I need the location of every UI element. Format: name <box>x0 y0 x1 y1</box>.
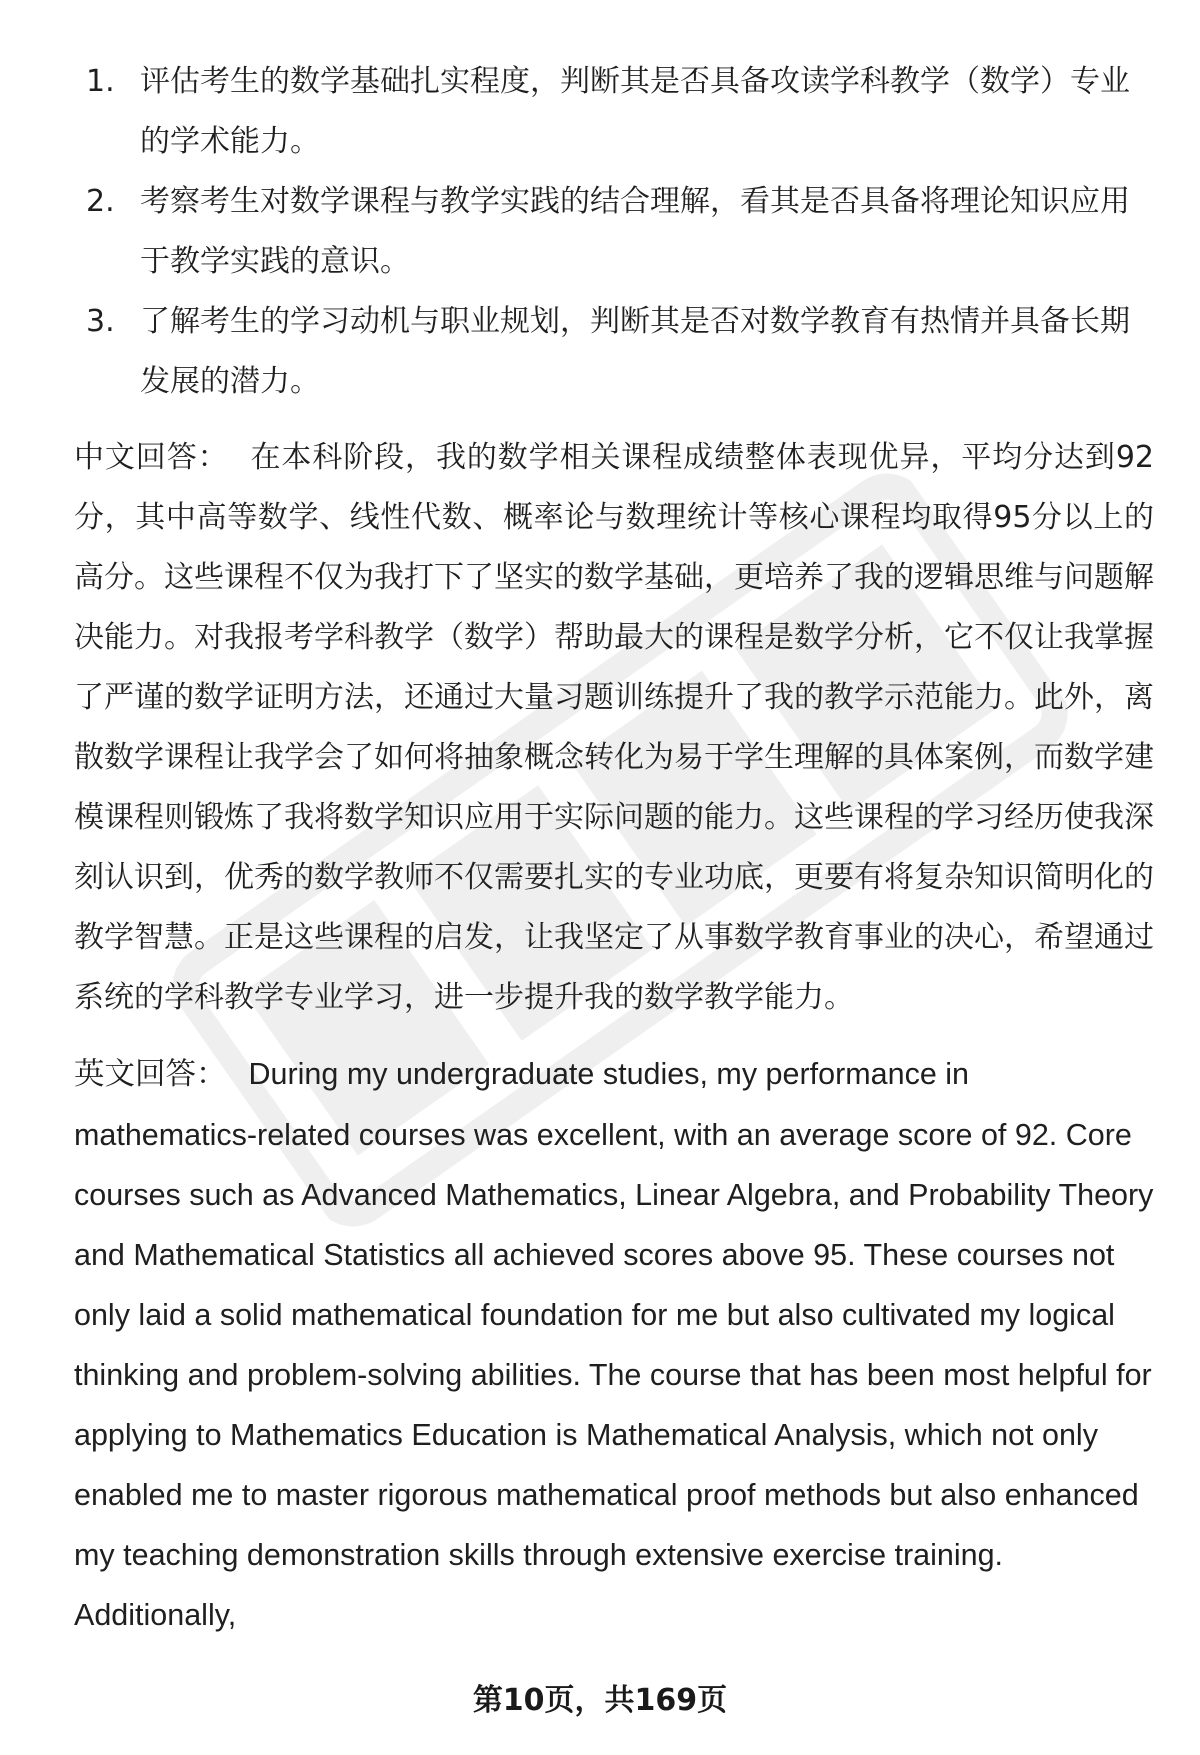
list-item <box>74 172 1154 292</box>
list-item-text: 了解考生的学习动机与职业规划，判断其是否对数学教育有热情并具备长期发展的潜力。 <box>140 304 1130 399</box>
english-answer-label: 英文回答： <box>74 1057 227 1092</box>
page-number: 第10页，共169页 <box>472 1683 728 1718</box>
list-number: 3. <box>86 304 115 339</box>
list-item-text: 评估考生的数学基础扎实程度，判断其是否具备攻读学科教学（数学）专业的学术能力。 <box>140 64 1130 159</box>
list-item <box>74 292 1154 412</box>
content-area <box>74 52 1154 1645</box>
chinese-answer-label: 中文回答： <box>74 440 229 475</box>
english-answer <box>74 1044 1154 1645</box>
english-answer-text: During my undergraduate studies, my performance in mathematics-related courses was excellent, with an average score of 92. Core courses such as Advanced Mathematics, Linear Algebra, and Probability Theory and Mathematical Statistics all achieved scores above 95. These courses not only laid a solid mathematical foundation for me but also cultivated my logical thinking and problem-solving abilities. The course that has been most helpful for applying to Mathematics Education is Mathematical Analysis, which not only enabled me to master rigorous mathematical proof methods but also enhanced my teaching demonstration skills through extensive exercise training. Additionally, <box>74 1057 1154 1632</box>
list-item <box>74 52 1154 172</box>
chinese-answer <box>74 428 1154 1028</box>
list-number: 2. <box>86 184 115 219</box>
list-number: 1. <box>86 64 115 99</box>
chinese-answer-text: 在本科阶段，我的数学相关课程成绩整体表现优异，平均分达到92分，其中高等数学、线性代数、概率论与数理统计等核心课程均取得95分以上的高分。这些课程不仅为我打下了坚实的数学基础，更培养了我的逻辑思维与问题解决能力。对我报考学科教学（数学）帮助最大的课程是数学分析，它不仅让我掌握了严谨的数学证明方法，还通过大量习题训练提升了我的教学示范能力。此外，离散数学课程让我学会了如何将抽象概念转化为易于学生理解的具体案例，而数学建模课程则锻炼了我将数学知识应用于实际问题的能力。这些课程的学习经历使我深刻认识到，优秀的数学教师不仅需要扎实的专业功底，更要有将复杂知识简明化的教学智慧。正是这些课程的启发，让我坚定了从事数学教育事业的决心，希望通过系统的学科教学专业学习，进一步提升我的数学教学能力。 <box>74 440 1154 1015</box>
assessment-goals-list <box>74 52 1154 412</box>
list-item-text: 考察考生对数学课程与教学实践的结合理解，看其是否具备将理论知识应用于教学实践的意识。 <box>140 184 1130 279</box>
